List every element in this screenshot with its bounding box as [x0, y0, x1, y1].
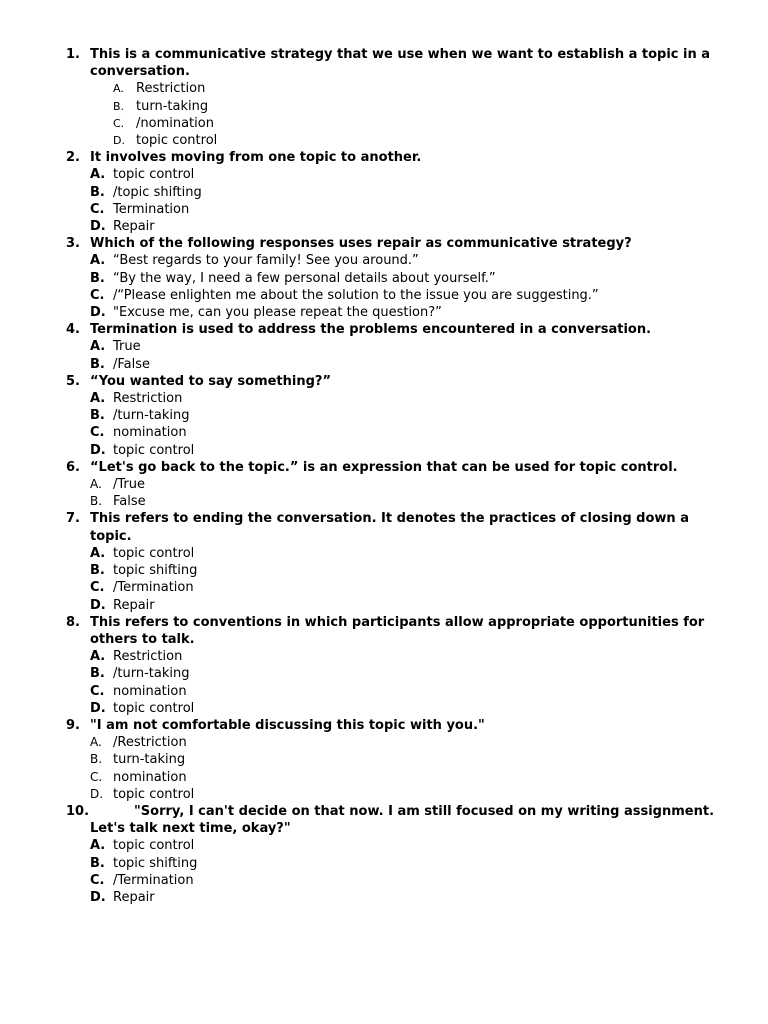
option-text: turn-taking: [113, 752, 186, 768]
answer-option: [90, 734, 726, 751]
question-row: [66, 510, 726, 544]
option-letter: B.: [90, 563, 105, 579]
option-text: topic control: [113, 838, 195, 854]
option-text: /Restriction: [113, 735, 187, 751]
question-row: [66, 235, 726, 252]
answer-option: [90, 252, 726, 269]
option-text: Restriction: [113, 649, 183, 665]
answer-options: [66, 545, 726, 614]
option-letter: B.: [90, 666, 105, 682]
question-row: [66, 46, 726, 80]
question-number: 6.: [66, 459, 80, 475]
answer-option: [90, 665, 726, 682]
option-letter: B.: [90, 855, 105, 871]
option-letter: B.: [113, 99, 125, 113]
question-text: “Let's go back to the topic.” is an expression that can be used for topic control.: [90, 459, 678, 475]
answer-option: [90, 407, 726, 424]
question-text: "Sorry, I can't decide on that now. I am still focused on my writing assignment. Let's talk next time, okay?": [90, 803, 715, 837]
answer-option: [90, 579, 726, 596]
question-text: Which of the following responses uses repair as communicative strategy?: [90, 236, 632, 252]
option-letter: A.: [90, 339, 106, 355]
option-text: /turn-taking: [113, 408, 190, 424]
answer-options: [66, 166, 726, 235]
option-letter: A.: [90, 253, 106, 269]
option-text: “By the way, I need a few personal details about yourself.”: [113, 270, 496, 286]
option-letter: B.: [90, 408, 105, 424]
answer-option: [90, 597, 726, 614]
answer-option: [90, 476, 726, 493]
answer-options: [66, 837, 726, 906]
question-item: [66, 149, 726, 235]
option-letter: A.: [90, 477, 102, 492]
option-text: Repair: [113, 219, 155, 235]
question-text: “You wanted to say something?”: [90, 373, 332, 389]
answer-option: [113, 132, 726, 149]
option-letter: C.: [113, 116, 125, 130]
option-text: Termination: [113, 201, 190, 217]
answer-option: [90, 889, 726, 906]
option-letter: C.: [90, 580, 105, 596]
option-text: topic control: [113, 545, 195, 561]
answer-options: [66, 252, 726, 321]
question-text: This refers to ending the conversation. It denotes the practices of closing down a topic.: [90, 511, 689, 544]
option-letter: D.: [90, 219, 106, 235]
answer-option: [90, 751, 726, 768]
question-text: This refers to conventions in which participants allow appropriate opportunities for others to talk.: [90, 614, 705, 647]
answer-option: [90, 304, 726, 321]
quiz-list: [66, 46, 726, 906]
option-letter: A.: [90, 391, 106, 407]
option-text: nomination: [113, 683, 187, 699]
answer-option: [90, 356, 726, 373]
option-text: /nomination: [136, 115, 214, 131]
answer-option: [90, 442, 726, 459]
answer-option: [90, 786, 726, 803]
question-row: [66, 614, 726, 648]
option-text: topic shifting: [113, 563, 198, 579]
answer-option: [90, 184, 726, 201]
option-text: False: [113, 494, 146, 510]
option-text: /topic shifting: [113, 184, 202, 200]
answer-option: [90, 201, 726, 218]
question-row: [66, 803, 726, 837]
question-number: 8.: [66, 614, 80, 630]
option-text: /False: [113, 356, 151, 372]
option-text: turn-taking: [136, 98, 209, 114]
option-letter: A.: [90, 735, 102, 750]
option-text: Repair: [113, 889, 155, 905]
question-item: [66, 373, 726, 459]
option-text: /True: [113, 477, 145, 493]
answer-option: [90, 270, 726, 287]
option-text: “Best regards to your family! See you around.”: [113, 253, 419, 269]
answer-options: [66, 476, 726, 510]
option-letter: D.: [90, 889, 106, 905]
option-letter: A.: [90, 838, 106, 854]
option-letter: A.: [113, 82, 124, 96]
question-text: "I am not comfortable discussing this topic with you.": [90, 717, 485, 733]
answer-option: [90, 218, 726, 235]
answer-option: [90, 855, 726, 872]
option-text: /turn-taking: [113, 666, 190, 682]
question-number: 1.: [66, 47, 80, 62]
question-item: [66, 803, 726, 906]
option-letter: A.: [90, 167, 106, 183]
option-letter: B.: [90, 184, 105, 200]
option-text: topic control: [136, 133, 218, 149]
answer-options: [66, 80, 726, 149]
question-number: 2.: [66, 150, 80, 166]
option-letter: C.: [90, 425, 105, 441]
question-item: [66, 321, 726, 373]
answer-option: [90, 562, 726, 579]
answer-option: [90, 390, 726, 407]
option-letter: B.: [90, 494, 103, 509]
question-item: [66, 614, 726, 717]
option-text: topic shifting: [113, 855, 198, 871]
question-number: 10.: [66, 803, 90, 819]
answer-option: [90, 700, 726, 717]
answer-option: [90, 648, 726, 665]
option-letter: D.: [90, 700, 106, 716]
option-text: "Excuse me, can you please repeat the question?”: [113, 305, 442, 321]
question-text: Termination is used to address the problems encountered in a conversation.: [90, 322, 652, 338]
question-row: [66, 459, 726, 476]
option-text: topic control: [113, 700, 195, 716]
option-text: True: [113, 339, 141, 355]
option-letter: A.: [90, 545, 106, 561]
answer-options: [66, 648, 726, 717]
question-item: [66, 510, 726, 613]
answer-option: [90, 287, 726, 304]
answer-option: [90, 338, 726, 355]
option-letter: C.: [90, 769, 103, 784]
option-text: topic control: [113, 167, 195, 183]
option-letter: B.: [90, 356, 105, 372]
answer-option: [90, 493, 726, 510]
answer-option: [90, 837, 726, 854]
question-number: 9.: [66, 717, 80, 733]
answer-option: [113, 115, 726, 132]
question-item: [66, 717, 726, 803]
option-letter: D.: [113, 134, 125, 148]
question-item: [66, 235, 726, 321]
answer-option: [113, 98, 726, 115]
option-letter: D.: [90, 442, 106, 458]
question-row: [66, 321, 726, 338]
option-text: Repair: [113, 597, 155, 613]
answer-options: [66, 390, 726, 459]
question-number: 3.: [66, 236, 80, 252]
answer-option: [90, 683, 726, 700]
question-text: This is a communicative strategy that we use when we want to establish a topic in a conversation.: [90, 47, 711, 80]
option-text: /Termination: [113, 872, 194, 888]
question-row: [66, 717, 726, 734]
option-text: nomination: [113, 769, 187, 785]
question-number: 7.: [66, 511, 80, 527]
option-text: /“Please enlighten me about the solution to the issue you are suggesting.”: [113, 287, 599, 303]
option-letter: C.: [90, 872, 105, 888]
answer-options: [66, 734, 726, 803]
option-letter: D.: [90, 597, 106, 613]
question-row: [66, 149, 726, 166]
answer-option: [90, 166, 726, 183]
option-letter: D.: [90, 305, 106, 321]
option-letter: B.: [90, 270, 105, 286]
option-text: topic control: [113, 786, 195, 802]
answer-option: [90, 424, 726, 441]
question-number: 5.: [66, 373, 80, 389]
option-text: Restriction: [113, 391, 183, 407]
option-letter: B.: [90, 752, 103, 767]
question-text: It involves moving from one topic to another.: [90, 150, 422, 166]
option-text: Restriction: [136, 81, 206, 97]
answer-option: [90, 545, 726, 562]
question-item: [66, 46, 726, 149]
option-text: nomination: [113, 425, 187, 441]
option-text: /Termination: [113, 580, 194, 596]
answer-options: [66, 338, 726, 372]
answer-option: [90, 769, 726, 786]
option-letter: D.: [90, 786, 104, 801]
question-number: 4.: [66, 322, 80, 338]
answer-option: [113, 80, 726, 97]
question-row: [66, 373, 726, 390]
option-letter: C.: [90, 287, 105, 303]
option-letter: C.: [90, 683, 105, 699]
answer-option: [90, 872, 726, 889]
question-item: [66, 459, 726, 511]
option-letter: C.: [90, 201, 105, 217]
option-text: topic control: [113, 442, 195, 458]
option-letter: A.: [90, 649, 106, 665]
